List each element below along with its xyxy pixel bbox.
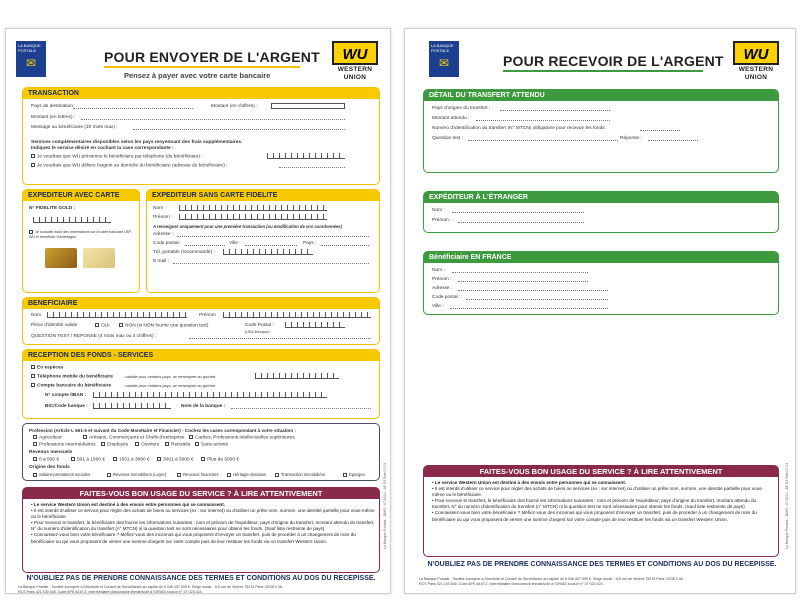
sender-with-card-header: EXPEDITEUR AVEC CARTE bbox=[23, 190, 139, 201]
origin-option: Revenus immobiliers (Loyer) bbox=[113, 472, 167, 477]
origin-option: Transaction immobilière bbox=[281, 472, 326, 477]
postcode-countries-note: (USA-Mexique) bbox=[245, 330, 270, 334]
origin-country-label: Pays d'origine du transfert : bbox=[432, 106, 491, 111]
usage-notice-text: • Le service Western Union est destiné à des envois entre personnes qui se connaissent. • Il est interdit d'utiliser ce service pour régler des achats de biens ou services (ex : sur internet) ou d'utiliser un prête nom, surnom, une identité partielle pour vous-même ou le bénéficiaire. • Pour recevoir le transfert, le bénéficiaire doit fournir les informations suivantes : nom et prénom de l'expéditeur, pays d'origine du transfert, montant attendu du transfert, N° du numéro d'identification du transfert (n° MTCN) ni la question test ne sont nécessaires pour obtenir les fonds. (Sauf liste restreinte de pays) • Connaissez-vous bien votre bénéficiaire ? Méfiez-vous des inconnus qui vous proposent d'envoyer un transfert, puis de procéder à un changement de nom du bénéficiaire ou qui vous proposent de verser une somme d'argent sur votre compte puis de leur restituer les fonds via un transfert Western Union. bbox=[432, 480, 763, 522]
beneficiary-lastname-field[interactable] bbox=[47, 312, 187, 318]
income-option: 501 à 1500 € bbox=[77, 457, 106, 463]
france-beneficiary-section bbox=[423, 251, 779, 315]
send-title: POUR ENVOYER DE L'ARGENT bbox=[104, 49, 320, 65]
france-beneficiary-lastname-label: Nom : bbox=[432, 268, 445, 273]
origin-checkbox[interactable] bbox=[227, 473, 231, 477]
destination-country-label: Pays de destination : bbox=[31, 104, 76, 109]
foreign-sender-header: EXPÉDITEUR À L'ÉTRANGER bbox=[424, 192, 778, 203]
usage-notice-section bbox=[22, 487, 380, 573]
send-subtitle: Pensez à payer avec votre carte bancaire bbox=[124, 71, 271, 80]
sender-firstname-field[interactable] bbox=[179, 214, 327, 220]
bank-name-field[interactable] bbox=[231, 404, 371, 409]
bank-card-image bbox=[45, 248, 77, 268]
origin-checkbox[interactable] bbox=[33, 473, 37, 477]
foreign-sender-firstname-label: Prénom : bbox=[432, 218, 452, 223]
receiver-answer-field[interactable] bbox=[648, 136, 698, 141]
expected-amount-field[interactable] bbox=[476, 116, 610, 121]
income-checkbox[interactable] bbox=[157, 457, 161, 461]
notify-phone-checkbox[interactable] bbox=[31, 154, 35, 158]
prof-checkbox[interactable] bbox=[195, 442, 199, 446]
bic-field[interactable] bbox=[93, 403, 171, 409]
sender-email-label: E mail : bbox=[153, 259, 169, 264]
notice-bullet-1: Le service Western Union est destiné à des envois entre personnes qui se connaissent. bbox=[434, 480, 627, 485]
france-beneficiary-firstname-field[interactable] bbox=[458, 277, 588, 282]
income-option: 0 à 500 € bbox=[39, 457, 60, 463]
prof-option: Employés bbox=[107, 442, 129, 448]
sender-country-field[interactable] bbox=[321, 241, 369, 246]
card-info-checkbox[interactable] bbox=[29, 230, 33, 234]
origin-country-field[interactable] bbox=[500, 106, 610, 111]
income-option: 3001 à 5000 € bbox=[163, 457, 194, 463]
gold-card-number-field[interactable] bbox=[33, 217, 111, 223]
sender-city-field[interactable] bbox=[245, 241, 297, 246]
receiver-question-field[interactable] bbox=[468, 136, 618, 141]
terms-reminder: N'OUBLIEZ PAS DE PRENDRE CONNAISSANCE DES TERMES ET CONDITIONS AU DOS DU RECEPISSE. bbox=[26, 575, 376, 582]
card-info-label: Je souhaite avoir des informations sur la carte bancaire LBP-WU et bénéficier d'avantages. bbox=[29, 230, 133, 239]
id-yes-label: OUI bbox=[101, 323, 110, 329]
origin-checkbox[interactable] bbox=[343, 473, 347, 477]
id-document-label: Pièce d'identité valide bbox=[31, 323, 78, 328]
home-delivery-checkbox[interactable] bbox=[31, 163, 35, 167]
bank-name-label: Nom de la banque : bbox=[181, 404, 226, 409]
prof-checkbox[interactable] bbox=[135, 442, 139, 446]
beneficiary-postcode-field[interactable] bbox=[285, 322, 345, 328]
message-label: Message au bénéficiaire (10 mots max) : bbox=[31, 125, 118, 130]
legal-footer: La Banque Postale - Société Anonyme à Directoire et Conseil de Surveillance au capital de 6 046 407 595 €. Siège social : 115 rue de Sèvres 75275 Paris CEDEX 06. RCS Paris 421 100 645. Code APE 6419 Z. Intermédiaire d'assurance immatriculé à l'ORIAS sous le n° 07 023 424. bbox=[419, 577, 684, 586]
income-checkbox[interactable] bbox=[33, 457, 37, 461]
usage-notice-text: • Le service Western Union est destiné à des envois entre personnes qui se connaissent. • Il est interdit d'utiliser ce service pour régler des achats de biens ou services (ex : sur internet) ou d'utiliser un prête nom, surnom, une identité partielle pour vous-même ou le bénéficiaire. • Pour recevoir le transfert, le bénéficiaire doit fournir les informations suivantes : nom et prénom de l'expéditeur, pays d'origine du transfert, montant attendu du transfert, N° du numéro d'identification du transfert (n° MTCN) ni la question test ne sont nécessaires pour obtenir les fonds. (Sauf liste restreinte de pays) • Connaissez-vous bien votre bénéficiaire ? Méfiez-vous des inconnus qui vous proposent d'envoyer un transfert, puis de procéder à un changement de nom du bénéficiaire ou qui vous proposent de verser une somme d'argent sur votre compte puis de leur restituer les fonds via un transfert Western Union. bbox=[31, 502, 375, 544]
mobile-label: Téléphone mobile du bénéficiaire bbox=[37, 374, 113, 380]
prof-checkbox[interactable] bbox=[101, 442, 105, 446]
origin-checkbox[interactable] bbox=[275, 473, 279, 477]
france-beneficiary-postcode-field[interactable] bbox=[466, 295, 608, 300]
beneficiary-header: BENEFICIAIRE bbox=[23, 298, 379, 309]
sender-address-label: Adresse : bbox=[153, 232, 174, 237]
prof-checkbox[interactable] bbox=[33, 442, 37, 446]
expected-amount-label: Montant attendu : bbox=[432, 116, 470, 121]
france-beneficiary-city-label: Ville : bbox=[432, 304, 444, 309]
usage-notice-section bbox=[423, 465, 779, 557]
beneficiary-section bbox=[22, 297, 380, 345]
sender-email-field[interactable] bbox=[173, 259, 369, 264]
iban-field[interactable] bbox=[93, 392, 327, 398]
postal-bird-icon: ✉ bbox=[25, 56, 37, 70]
test-question-label: QUESTION TEST / REPONSE (4 mots max ou 4 chiffres) : bbox=[31, 334, 157, 339]
france-beneficiary-address-field[interactable] bbox=[458, 286, 608, 291]
receiver-answer-label: Réponse : bbox=[620, 136, 642, 141]
prof-option: Artisans, Commerçants et Chefs d'entreprise bbox=[89, 435, 185, 441]
iban-label: N° compte /IBAN : bbox=[45, 393, 87, 398]
sender-firstname-label: Prénom : bbox=[153, 215, 173, 220]
receive-money-form-page bbox=[404, 28, 796, 594]
notice-bullet-2: Il est interdit d'utiliser ce service pour régler des achats de biens ou services (ex : sur internet) ou d'utiliser un prête nom, surnom, une identité partielle pour vous-même ou le bénéficiaire. bbox=[31, 508, 375, 520]
beneficiary-lastname-label: Nom bbox=[31, 313, 42, 318]
transaction-section bbox=[22, 87, 380, 185]
western-union-logo: WU WESTERN UNION bbox=[330, 41, 380, 81]
cash-label: En espèces bbox=[37, 365, 64, 371]
origin-checkbox[interactable] bbox=[107, 473, 111, 477]
amount-letters-field[interactable] bbox=[81, 115, 345, 120]
france-beneficiary-postcode-label: Code postal : bbox=[432, 295, 461, 300]
notify-phone-label: Je voudrais que WU prévienne le bénéficiaire par téléphone (du bénéficiaire) : bbox=[37, 154, 203, 160]
form-reference-code: La Banque Postale - DMG - 07/2014 - AF DT Bds 07/14 bbox=[383, 462, 387, 549]
income-title: Revenus mensuels bbox=[29, 450, 73, 455]
bank-account-note: - valable pour certains pays, se renseigner au guichet bbox=[123, 383, 216, 388]
notify-phone-field[interactable] bbox=[267, 153, 345, 159]
mtcn-field[interactable] bbox=[640, 126, 680, 131]
id-no-label: NON (si NON fournir une question test) bbox=[125, 323, 209, 329]
title-underline bbox=[503, 70, 703, 72]
form-reference-code: La Banque Postale - DMG - 07/2014 - AF DT Bds 07/14 bbox=[785, 462, 789, 549]
france-beneficiary-address-label: Adresse : bbox=[432, 286, 453, 291]
prof-checkbox[interactable] bbox=[33, 435, 37, 439]
sender-mobile-field[interactable] bbox=[223, 249, 313, 255]
sender-country-label: Pays : bbox=[303, 241, 317, 246]
notice-bullet-4: Connaissez-vous bien votre bénéficiaire ? Méfiez-vous des inconnus qui vous proposent d'envoyer un transfert, puis de procéder à un changement de nom du bénéficiaire ou qui vous proposent de verser une somme d'argent sur votre compte puis de leur restituer les fonds via un transfert Western Union. bbox=[31, 532, 356, 544]
prof-option: Retraités bbox=[171, 442, 191, 448]
sender-with-card-section bbox=[22, 189, 140, 293]
cash-checkbox[interactable] bbox=[31, 365, 35, 369]
prof-option: Agriculteur bbox=[39, 435, 62, 441]
origin-option: Salaire-prestations sociales bbox=[39, 472, 91, 477]
western-union-logo: WU WESTERN UNION bbox=[731, 41, 781, 81]
bank-account-checkbox[interactable] bbox=[31, 383, 35, 387]
prof-option: Professions intermédiaires bbox=[39, 442, 96, 448]
beneficiary-postcode-label: Code Postal : bbox=[245, 323, 274, 328]
origin-option: Héritage-donation bbox=[233, 472, 267, 477]
income-option: Plus de 5000 € bbox=[207, 457, 240, 463]
expected-transfer-section bbox=[423, 89, 779, 173]
income-option: 1501 à 3000 € bbox=[119, 457, 150, 463]
sender-lastname-label: Nom : bbox=[153, 206, 166, 211]
foreign-sender-lastname-field[interactable] bbox=[452, 208, 584, 213]
beneficiary-firstname-field[interactable] bbox=[223, 312, 371, 318]
mobile-number-field[interactable] bbox=[255, 373, 339, 379]
first-transaction-note: A renseigner uniquement pour une première transaction (ou modification de vos coordonnées) bbox=[153, 224, 343, 229]
reception-header: RECEPTION DES FONDS - SERVICES bbox=[23, 350, 379, 361]
sender-postcode-label: Code postal : bbox=[153, 241, 182, 246]
id-yes-checkbox[interactable] bbox=[95, 323, 99, 327]
gold-card-label: N° FIDELITE GOLD : bbox=[29, 206, 76, 211]
origin-checkbox[interactable] bbox=[177, 473, 181, 477]
mtcn-label: Numéro d'identification du transfert (N° MTCN) obligatoire pour recevoir les fonds : bbox=[432, 126, 608, 131]
test-question-field[interactable] bbox=[189, 334, 371, 339]
la-banque-postale-logo: LA BANQUE POSTALE ✉ bbox=[429, 41, 459, 77]
gold-card-image bbox=[83, 248, 115, 268]
prof-checkbox[interactable] bbox=[165, 442, 169, 446]
france-beneficiary-header: Bénéficiaire EN FRANCE bbox=[424, 252, 778, 263]
destination-country-field[interactable] bbox=[73, 104, 193, 109]
notice-bullet-3: Pour recevoir le transfert, le bénéficiaire doit fournir les informations suivantes : nom et prénom de l'expéditeur, pays d'origine du transfert, montant attendu du transfert, N° du numéro d'identification du transfert (n° MTCN) ni la question test ne sont nécessaires pour obtenir les fonds. (Sauf liste restreinte de pays) bbox=[432, 498, 757, 510]
sender-postcode-field[interactable] bbox=[185, 241, 225, 246]
sender-address-field[interactable] bbox=[177, 232, 369, 237]
sender-lastname-field[interactable] bbox=[179, 205, 327, 211]
income-checkbox[interactable] bbox=[113, 457, 117, 461]
prof-checkbox[interactable] bbox=[83, 435, 87, 439]
sender-city-label: Ville : bbox=[229, 241, 241, 246]
sender-mobile-label: Tél. portable (recommandé) : bbox=[153, 250, 215, 255]
profession-section bbox=[22, 423, 380, 481]
amount-digits-label: Montant (en chiffres) : bbox=[211, 104, 258, 109]
la-banque-postale-logo: LA BANQUE POSTALE ✉ bbox=[16, 41, 46, 77]
title-underline bbox=[104, 66, 300, 68]
prof-option: Sans activité bbox=[201, 442, 229, 448]
amount-letters-label: Montant (en lettres) : bbox=[31, 115, 76, 120]
usage-notice-header: FAITES-VOUS BON USAGE DU SERVICE ? À LIRE ATTENTIVEMENT bbox=[23, 488, 379, 499]
notice-bullet-2: Il est interdit d'utiliser ce service pour régler des achats de biens ou services (ex : sur internet) ou d'utiliser un prête nom, surnom, une identité partielle pour vous-même ou le bénéficiaire. bbox=[432, 486, 763, 498]
notice-bullet-4: Connaissez-vous bien votre bénéficiaire ? Méfiez-vous des inconnus qui vous proposent d'envoyer un transfert, puis de procéder à un changement de nom du bénéficiaire ou qui vous proposent de verser une somme d'argent sur votre compte puis de leur restituer les fonds via un transfert Western Union. bbox=[432, 510, 757, 522]
france-beneficiary-city-field[interactable] bbox=[450, 304, 608, 309]
transaction-header: TRANSACTION bbox=[23, 88, 379, 99]
services-title: Services complémentaires disponibles selon les pays moyennant des frais supplémentaires. bbox=[31, 140, 243, 145]
bank-account-label: Compte bancaire du bénéficiaire bbox=[37, 383, 112, 389]
home-delivery-field[interactable] bbox=[279, 163, 345, 168]
beneficiary-firstname-label: Prénom bbox=[199, 313, 216, 318]
origin-option: Epargne bbox=[349, 472, 365, 477]
france-beneficiary-firstname-label: Prénom : bbox=[432, 277, 452, 282]
foreign-sender-firstname-field[interactable] bbox=[458, 218, 584, 223]
expected-transfer-header: DÉTAIL DU TRANSFERT ATTENDU bbox=[424, 90, 778, 101]
receiver-question-label: Question test : bbox=[432, 136, 463, 141]
profession-title: Profession (Article L 561-5 et suivant du Code Monétaire et Financier) - Cochez les cases correspondant à votre situation : bbox=[29, 428, 296, 433]
bic-label: BIC/Code banque : bbox=[45, 404, 88, 409]
message-field[interactable] bbox=[133, 125, 345, 130]
prof-option: Ouvriers bbox=[141, 442, 160, 448]
income-checkbox[interactable] bbox=[201, 457, 205, 461]
mobile-note: - valable pour certains pays, se renseigner au guichet bbox=[123, 374, 216, 379]
income-checkbox[interactable] bbox=[71, 457, 75, 461]
funds-origin-title: Origine des fonds bbox=[29, 465, 70, 470]
reception-section bbox=[22, 349, 380, 419]
notice-bullet-1: Le service Western Union est destiné à des envois entre personnes qui se connaissent. bbox=[33, 502, 226, 507]
foreign-sender-lastname-label: Nom : bbox=[432, 208, 445, 213]
foreign-sender-section bbox=[423, 191, 779, 233]
mobile-checkbox[interactable] bbox=[31, 374, 35, 378]
sender-without-card-header: EXPEDITEUR SANS CARTE FIDELITE bbox=[147, 190, 379, 201]
amount-digits-field[interactable] bbox=[271, 103, 345, 109]
prof-option: Cadres, Professions intellectuelles supérieures bbox=[195, 435, 295, 441]
postal-bird-icon: ✉ bbox=[438, 56, 450, 70]
services-subtitle: Indiquez le service désiré en cochant la case correspondante : bbox=[31, 146, 174, 151]
france-beneficiary-lastname-field[interactable] bbox=[452, 268, 588, 273]
notice-bullet-3: Pour recevoir le transfert, le bénéficiaire doit fournir les informations suivantes : nom et prénom de l'expéditeur, pays d'origine du transfert, montant attendu du transfert, N° du numéro d'identification du transfert (n° MTCN) ni la question test ne sont nécessaires pour obtenir les fonds. (Sauf liste restreinte de pays) bbox=[31, 520, 375, 532]
origin-option: Revenus financiers bbox=[183, 472, 219, 477]
receive-title: POUR RECEVOIR DE L'ARGENT bbox=[503, 53, 724, 69]
prof-checkbox[interactable] bbox=[189, 435, 193, 439]
home-delivery-label: Je voudrais que WU délivre l'argent au domicile du bénéficiaire (adresse du bénéficiaire) : bbox=[37, 163, 228, 169]
legal-footer: La Banque Postale - Société Anonyme à Directoire et Conseil de Surveillance au capital de 6 046 407 595 €. Siège social : 115 rue de Sèvres 75275 Paris CEDEX 06. RCS Paris 421 100 645. Code APE 6419 Z. Intermédiaire d'assurance immatriculé à l'ORIAS sous le n° 07 023 424. bbox=[18, 585, 283, 594]
sender-without-card-section bbox=[146, 189, 380, 293]
terms-reminder: N'OUBLIEZ PAS DE PRENDRE CONNAISSANCE DES TERMES ET CONDITIONS AU DOS DU RECEPISSE. bbox=[427, 561, 777, 568]
usage-notice-header: FAITES-VOUS BON USAGE DU SERVICE ? À LIRE ATTENTIVEMENT bbox=[424, 466, 778, 477]
id-no-checkbox[interactable] bbox=[119, 323, 123, 327]
send-money-form-page bbox=[5, 28, 391, 594]
